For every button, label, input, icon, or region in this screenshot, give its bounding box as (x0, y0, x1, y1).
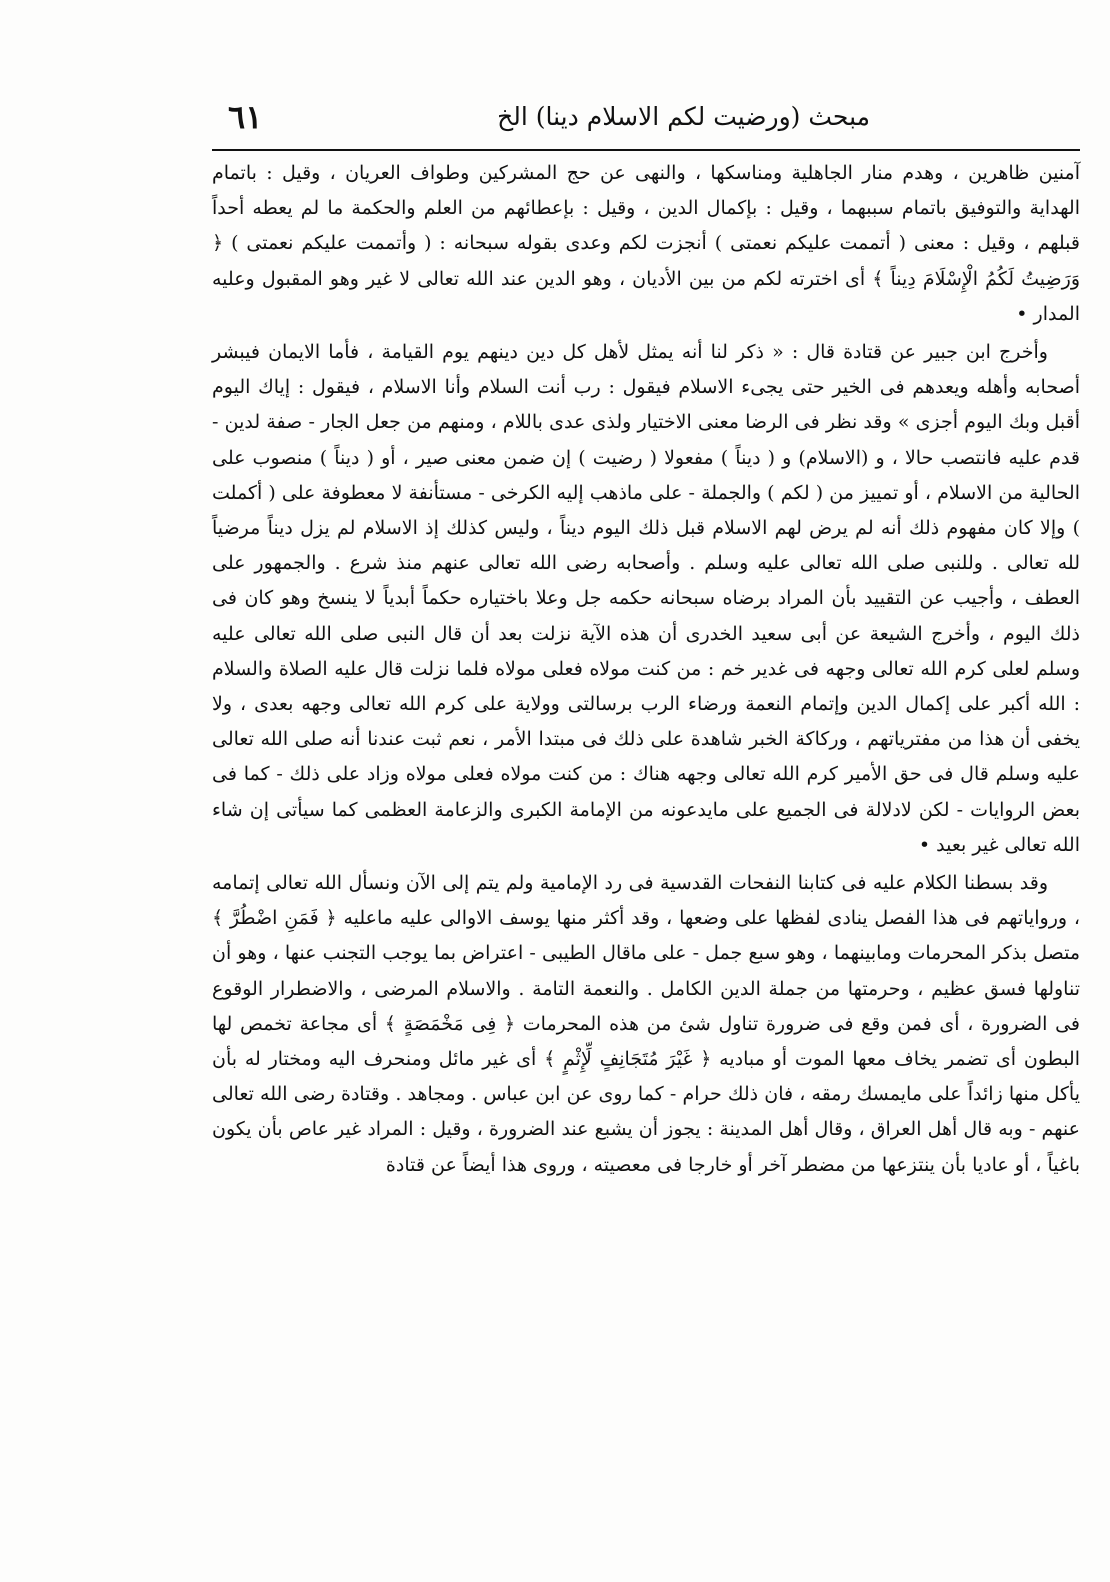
header-rule (212, 149, 1080, 151)
paragraph-3: وقد بسطنا الكلام عليه فى كتابنا النفحات القدسية فى رد الإمامية ولم يتم إلى الآن ونسأل الله تعالى إتمامه ، ورواياتهم فى هذا الفصل ينادى لفظها على وضعها ، وقد أكثر منها يوسف الاوالى عليه ماعليه ﴿ فَمَنِ اضْطُرَّ ﴾ متصل بذكر المحرمات ومابينهما ، وهو سبع جمل - على ماقال الطيبى - اعتراض بما يوجب التجنب عنها ، وهو أن تناولها فسق عظيم ، وحرمتها من جملة الدين الكامل . والنعمة التامة . والاسلام المرضى ، والاضطرار الوقوع فى الضرورة ، أى فمن وقع فى ضرورة تناول شئ من هذه المحرمات ﴿ فِى مَخْمَصَةٍ ﴾ أى مجاعة تخمص لها البطون أى تضمر يخاف معها الموت أو مباديه ﴿ غَيْرَ مُتَجَانِفٍ لِّإِثْمٍ ﴾ أى غير مائل ومنحرف اليه ومختار له بأن يأكل منها زائداً على مايمسك رمقه ، فان ذلك حرام - كما روى عن ابن عباس . ومجاهد . وقتادة رضى الله تعالى عنهم - وبه قال أهل العراق ، وقال أهل المدينة : يجوز أن يشبع عند الضرورة ، وقيل : المراد غير عاص بأن يكون باغياً ، أو عاديا بأن ينتزعها من مضطر آخر أو خارجا فى معصيته ، وروى هذا أيضاً عن قتادة (212, 872, 1080, 1176)
paragraph-2: وأخرج ابن جبير عن قتادة قال : « ذكر لنا أنه يمثل لأهل كل دين دينهم يوم القيامة ، فأما الايمان فيبشر أصحابه وأهله ويعدهم فى الخير حتى يجىء الاسلام فيقول : رب أنت السلام وأنا الاسلام ، فيقول : إياك اليوم أقبل وبك اليوم أجزى » وقد نظر فى الرضا معنى الاختيار ولذى عدى باللام ، ومنهم من جعل الجار - صفة لدين - قدم عليه فانتصب حالا ، و (الاسلام) و ( ديناً ) مفعولا ( رضيت ) إن ضمن معنى صير ، أو ( ديناً ) منصوب على الحالية من الاسلام ، أو تمييز من ( لكم ) والجملة - على ماذهب إليه الكرخى - مستأنفة لا معطوفة على ( أكملت ) وإلا كان مفهوم ذلك أنه لم يرض لهم الاسلام قبل ذلك اليوم ديناً ، وليس كذلك إذ الاسلام لم يزل ديناً مرضياً لله تعالى . وللنبى صلى الله تعالى عليه وسلم . وأصحابه رضى الله تعالى عنهم منذ شرع . والجمهور على العطف ، وأجيب عن التقييد بأن المراد برضاه سبحانه حكمه جل وعلا باختياره حكماً أبدياً لا ينسخ وهو كان فى ذلك اليوم ، وأخرج الشيعة عن أبى سعيد الخدرى أن هذه الآية نزلت بعد أن قال النبى صلى الله تعالى عليه وسلم لعلى كرم الله تعالى وجهه فى غدير خم : من كنت مولاه فعلى مولاه فلما نزلت قال عليه الصلاة والسلام : الله أكبر على إكمال الدين وإتمام النعمة ورضاء الرب برسالتى وولاية على كرم الله تعالى وجهه بعدى ، ولا يخفى أن هذا من مفترياتهم ، وركاكة الخبر شاهدة على ذلك فى مبتدا الأمر ، نعم ثبت عندنا أنه صلى الله تعالى عليه وسلم قال فى حق الأمير كرم الله تعالى وجهه هناك : من كنت مولاه فعلى مولاه وزاد على ذلك - كما فى بعض الروايات - لكن لادلالة فى الجميع على مايدعونه من الإمامة الكبرى والزعامة العظمى كما سيأتى إن شاء الله تعالى غير بعيد • (212, 341, 1080, 856)
paragraph-1: آمنين ظاهرين ، وهدم منار الجاهلية ومناسكها ، والنهى عن حج المشركين وطواف العريان ، وقيل : باتمام الهداية والتوفيق باتمام سببهما ، وقيل : بإكمال الدين ، وقيل : بإعطائهم من العلم والحكمة ما لم يعطه أحداً قبلهم ، وقيل : معنى ( أتممت عليكم نعمتى ) أنجزت لكم وعدى بقوله سبحانه : ( وأتممت عليكم نعمتى ) ﴿ وَرَضِيتُ لَكُمُ الْإِسْلَامَ دِيناً ﴾ أى اخترته لكم من بين الأديان ، وهو الدين عند الله تعالى لا غير وهو المقبول وعليه المدار • (212, 162, 1080, 325)
page-header (200, 98, 1080, 142)
page-number: ٦١ (228, 98, 263, 136)
body-text (212, 156, 1080, 1183)
running-title: مبحث (ورضيت لكم الاسلام دينا) الخ (497, 102, 870, 131)
